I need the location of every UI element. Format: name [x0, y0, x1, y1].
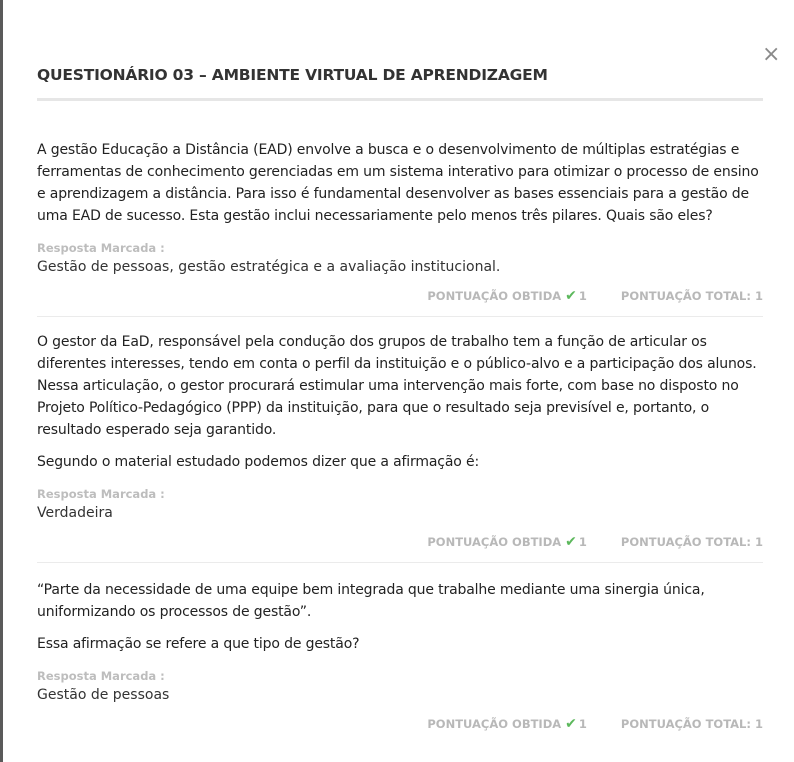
answer-label: Resposta Marcada : — [37, 241, 165, 255]
quiz-modal — [37, 0, 763, 744]
score-total: PONTUAÇÃO TOTAL: 1 — [620, 717, 763, 731]
question-prompt: Segundo o material estudado podemos dizer que a afirmação é: — [37, 454, 480, 470]
question-item — [37, 101, 763, 317]
check-icon: ✔ — [565, 716, 577, 732]
score-obtained-label: PONTUAÇÃO OBTIDA — [427, 535, 562, 549]
question-prompt: Essa afirmação se refere a que tipo de gestão? — [37, 636, 360, 652]
question-text: O gestor da EaD, responsável pela condução dos grupos de trabalho tem a função de articular os diferentes interesses, tendo em conta o perfil da instituição e o público-alvo e a participação dos alunos. Nessa articulação, o gestor procurará estimular uma intervenção mais forte, com base no disposto no Projeto Político-Pedagógico (PPP) da instituição, para que o resultado seja previsível e, portanto, o resultado esperado seja garantido. — [37, 334, 757, 438]
score-obtained-value: 1 — [578, 717, 587, 731]
answer-value: Gestão de pessoas — [37, 687, 170, 703]
close-icon[interactable]: × — [762, 42, 781, 67]
answer-label: Resposta Marcada : — [37, 487, 165, 501]
score-total: PONTUAÇÃO TOTAL: 1 — [620, 289, 763, 303]
score-obtained-value: 1 — [578, 289, 587, 303]
score-obtained-label: PONTUAÇÃO OBTIDA — [427, 717, 562, 731]
answer-value: Verdadeira — [37, 505, 113, 521]
question-text: “Parte da necessidade de uma equipe bem integrada que trabalhe mediante uma sinergia única, uniformizando os processos de gestão”. — [37, 582, 705, 620]
check-icon: ✔ — [565, 534, 577, 550]
score-obtained-label: PONTUAÇÃO OBTIDA — [427, 289, 562, 303]
window-edge — [0, 0, 3, 762]
check-icon: ✔ — [565, 288, 577, 304]
modal-title: QUESTIONÁRIO 03 – AMBIENTE VIRTUAL DE APRENDIZAGEM — [37, 66, 548, 84]
question-item — [37, 317, 763, 563]
score-row — [37, 532, 763, 562]
score-obtained-value: 1 — [578, 535, 587, 549]
answer-value: Gestão de pessoas, gestão estratégica e a avaliação institucional. — [37, 259, 501, 275]
question-item — [37, 563, 763, 744]
score-total: PONTUAÇÃO TOTAL: 1 — [620, 535, 763, 549]
score-row — [37, 714, 763, 744]
answer-label: Resposta Marcada : — [37, 669, 165, 683]
score-row — [37, 286, 763, 316]
question-text: A gestão Educação a Distância (EAD) envolve a busca e o desenvolvimento de múltiplas estratégias e ferramentas de conhecimento gerenciadas em um sistema interativo para otimizar o processo de ensino e aprendizagem a distância. Para isso é fundamental desenvolver as bases essenciais para a gestão de uma EAD de sucesso. Esta gestão inclui necessariamente pelo menos três pilares. Quais são eles? — [37, 142, 759, 224]
